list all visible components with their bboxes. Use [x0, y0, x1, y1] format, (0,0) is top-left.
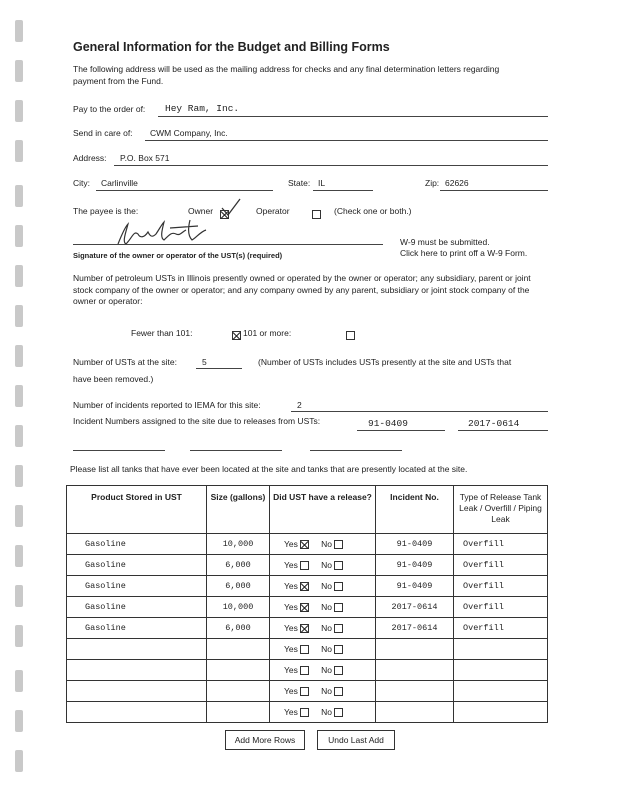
intro-text: The following address will be used as the mailing address for checks and any final determination letters regarding payment from the Fund.	[73, 64, 500, 86]
tanks-instruction: Please list all tanks that have ever been located at the site and tanks that are presently located at the site.	[70, 464, 468, 474]
binder-hole	[15, 385, 23, 407]
city-underline	[96, 190, 273, 191]
table-row	[67, 576, 548, 597]
yes-checkbox[interactable]	[300, 687, 309, 696]
no-label: No	[321, 643, 332, 654]
no-label: No	[321, 664, 332, 675]
care-of-field[interactable]: CWM Company, Inc.	[150, 128, 228, 138]
zip-label: Zip:	[425, 178, 440, 188]
yes-checkbox[interactable]	[300, 561, 309, 570]
yes-label: Yes	[284, 601, 298, 612]
incident-numbers-label: Incident Numbers assigned to the site due to releases from USTs:	[73, 416, 321, 426]
no-checkbox[interactable]	[334, 624, 343, 633]
site-usts-label: Number of USTs at the site:	[73, 357, 177, 367]
product-cell[interactable]: Gasoline	[67, 597, 207, 618]
product-cell[interactable]: Gasoline	[67, 576, 207, 597]
signature-underline	[73, 244, 383, 245]
no-checkbox[interactable]	[334, 540, 343, 549]
binder-hole	[15, 465, 23, 487]
table-row	[67, 555, 548, 576]
incident-number-field[interactable]: 2017-0614	[468, 418, 520, 429]
city-field[interactable]: Carlinville	[101, 178, 138, 188]
header-release: Did UST have a release?	[270, 486, 376, 534]
state-underline	[313, 190, 373, 191]
incidents-underline	[291, 411, 548, 412]
check-note: (Check one or both.)	[334, 206, 412, 216]
state-label: State:	[288, 178, 311, 188]
table-row	[67, 639, 548, 660]
yes-label: Yes	[284, 622, 298, 633]
yes-checkbox[interactable]	[300, 540, 309, 549]
pay-to-underline	[158, 116, 548, 117]
w9-link[interactable]: Click here to print off a W-9 Form.	[400, 248, 528, 258]
yes-checkbox[interactable]	[300, 708, 309, 717]
binder-hole	[15, 710, 23, 732]
binder-hole	[15, 750, 23, 772]
incidents-field[interactable]: 2	[297, 400, 302, 410]
no-label: No	[321, 559, 332, 570]
yes-checkbox[interactable]	[300, 666, 309, 675]
incident-number-underline	[73, 450, 165, 451]
size-cell[interactable]	[207, 639, 270, 660]
city-label: City:	[73, 178, 90, 188]
no-checkbox[interactable]	[334, 666, 343, 675]
header-size: Size (gallons)	[207, 486, 270, 534]
binder-hole	[15, 305, 23, 327]
form-title: General Information for the Budget and Billing Forms	[73, 40, 390, 54]
size-cell[interactable]	[207, 702, 270, 723]
header-type: Type of Release Tank Leak / Overfill / Piping Leak	[454, 486, 548, 534]
binder-hole	[15, 60, 23, 82]
binder-hole	[15, 425, 23, 447]
product-cell[interactable]: Gasoline	[67, 555, 207, 576]
size-cell[interactable]: 10,000	[207, 534, 270, 555]
type-cell[interactable]: Overfill	[454, 618, 548, 639]
yes-checkbox[interactable]	[300, 603, 309, 612]
incident-cell[interactable]: 91-0409	[376, 555, 454, 576]
zip-underline	[440, 190, 548, 191]
release-cell	[270, 702, 376, 723]
add-rows-button[interactable]: Add More Rows	[225, 730, 305, 750]
size-cell[interactable]: 10,000	[207, 597, 270, 618]
type-cell[interactable]: Overfill	[454, 576, 548, 597]
incident-cell[interactable]	[376, 660, 454, 681]
zip-field[interactable]: 62626	[445, 178, 469, 188]
product-cell[interactable]	[67, 681, 207, 702]
ust-count-question: Number of petroleum USTs in Illinois presently owned or operated by the owner or operator; any subsidiary, parent or joint stock company of the owner or operator; and any company owned by any parent, subsidiary or joint stock company of the owner or operator:	[73, 273, 531, 306]
binder-hole	[15, 265, 23, 287]
incident-cell[interactable]	[376, 681, 454, 702]
binder-hole	[15, 100, 23, 122]
tanks-table	[66, 485, 548, 723]
table-row	[67, 681, 548, 702]
product-cell[interactable]	[67, 639, 207, 660]
size-cell[interactable]	[207, 681, 270, 702]
size-cell[interactable]	[207, 660, 270, 681]
fewer-checkbox[interactable]	[232, 331, 241, 340]
type-cell[interactable]: Overfill	[454, 555, 548, 576]
address-underline	[114, 165, 548, 166]
size-cell[interactable]: 6,000	[207, 555, 270, 576]
operator-label: Operator	[256, 206, 290, 216]
pay-to-field[interactable]: Hey Ram, Inc.	[165, 103, 240, 114]
binder-hole	[15, 345, 23, 367]
release-cell	[270, 576, 376, 597]
no-checkbox[interactable]	[334, 687, 343, 696]
no-checkbox[interactable]	[334, 603, 343, 612]
table-header-row	[67, 486, 548, 534]
header-product: Product Stored in UST	[67, 486, 207, 534]
undo-last-add-button[interactable]: Undo Last Add	[317, 730, 395, 750]
product-cell[interactable]: Gasoline	[67, 534, 207, 555]
release-cell	[270, 639, 376, 660]
no-label: No	[321, 580, 332, 591]
incident-cell[interactable]: 91-0409	[376, 534, 454, 555]
yes-label: Yes	[284, 538, 298, 549]
incident-cell[interactable]	[376, 702, 454, 723]
no-checkbox[interactable]	[334, 582, 343, 591]
payee-label: The payee is the:	[73, 206, 139, 216]
owner-label: Owner	[188, 206, 214, 216]
binder-hole	[15, 505, 23, 527]
state-field[interactable]: IL	[318, 178, 326, 188]
product-cell[interactable]: Gasoline	[67, 618, 207, 639]
no-checkbox[interactable]	[334, 561, 343, 570]
incident-cell[interactable]	[376, 639, 454, 660]
release-cell	[270, 534, 376, 555]
binder-hole	[15, 225, 23, 247]
yes-label: Yes	[284, 643, 298, 654]
yes-label: Yes	[284, 706, 298, 717]
binder-hole	[15, 185, 23, 207]
binder-hole	[15, 670, 23, 692]
no-label: No	[321, 685, 332, 696]
type-cell[interactable]	[454, 639, 548, 660]
no-label: No	[321, 601, 332, 612]
fewer-label: Fewer than 101:	[131, 328, 193, 338]
w9-note: W-9 must be submitted.	[400, 237, 490, 247]
table-row	[67, 660, 548, 681]
incident-number-underline	[190, 450, 282, 451]
release-cell	[270, 597, 376, 618]
size-cell[interactable]: 6,000	[207, 576, 270, 597]
table-row	[67, 534, 548, 555]
site-usts-note-1: (Number of USTs includes USTs presently at the site and USTs that	[258, 357, 512, 367]
more-label: 101 or more:	[243, 328, 292, 338]
release-cell	[270, 555, 376, 576]
binder-hole	[15, 625, 23, 647]
type-cell[interactable]: Overfill	[454, 597, 548, 618]
incident-number-underline	[458, 430, 548, 431]
address-field[interactable]: P.O. Box 571	[120, 153, 170, 163]
binder-hole	[15, 585, 23, 607]
no-label: No	[321, 538, 332, 549]
header-incident: Incident No.	[376, 486, 454, 534]
type-cell[interactable]	[454, 681, 548, 702]
size-cell[interactable]: 6,000	[207, 618, 270, 639]
no-checkbox[interactable]	[334, 645, 343, 654]
binder-hole	[15, 20, 23, 42]
incident-cell[interactable]: 91-0409	[376, 576, 454, 597]
binder-hole	[15, 545, 23, 567]
signature-label: Signature of the owner or operator of the UST(s) (required)	[73, 251, 283, 260]
site-usts-note-2: have been removed.)	[73, 374, 154, 384]
no-checkbox[interactable]	[334, 708, 343, 717]
operator-checkbox[interactable]	[312, 210, 321, 219]
release-cell	[270, 681, 376, 702]
type-cell[interactable]	[454, 702, 548, 723]
yes-checkbox[interactable]	[300, 645, 309, 654]
type-cell[interactable]: Overfill	[454, 534, 548, 555]
yes-label: Yes	[284, 580, 298, 591]
type-cell[interactable]	[454, 660, 548, 681]
no-label: No	[321, 622, 332, 633]
table-row	[67, 597, 548, 618]
table-row	[67, 702, 548, 723]
incident-number-underline	[357, 430, 445, 431]
incident-cell[interactable]: 2017-0614	[376, 597, 454, 618]
release-cell	[270, 618, 376, 639]
yes-label: Yes	[284, 664, 298, 675]
yes-label: Yes	[284, 559, 298, 570]
no-label: No	[321, 706, 332, 717]
table-row	[67, 618, 548, 639]
incident-number-underline	[310, 450, 402, 451]
incident-cell[interactable]: 2017-0614	[376, 618, 454, 639]
binder-hole	[15, 140, 23, 162]
site-usts-underline	[196, 368, 242, 369]
release-cell	[270, 660, 376, 681]
pay-to-label: Pay to the order of:	[73, 104, 146, 114]
care-of-underline	[145, 140, 548, 141]
incidents-label: Number of incidents reported to IEMA for this site:	[73, 400, 261, 410]
product-cell[interactable]	[67, 660, 207, 681]
yes-checkbox[interactable]	[300, 624, 309, 633]
yes-checkbox[interactable]	[300, 582, 309, 591]
incident-number-field[interactable]: 91-0409	[368, 418, 408, 429]
product-cell[interactable]	[67, 702, 207, 723]
care-of-label: Send in care of:	[73, 128, 133, 138]
address-label: Address:	[73, 153, 107, 163]
yes-label: Yes	[284, 685, 298, 696]
checkmark-icon	[220, 197, 242, 217]
more-checkbox[interactable]	[346, 331, 355, 340]
site-usts-field[interactable]: 5	[202, 357, 207, 367]
